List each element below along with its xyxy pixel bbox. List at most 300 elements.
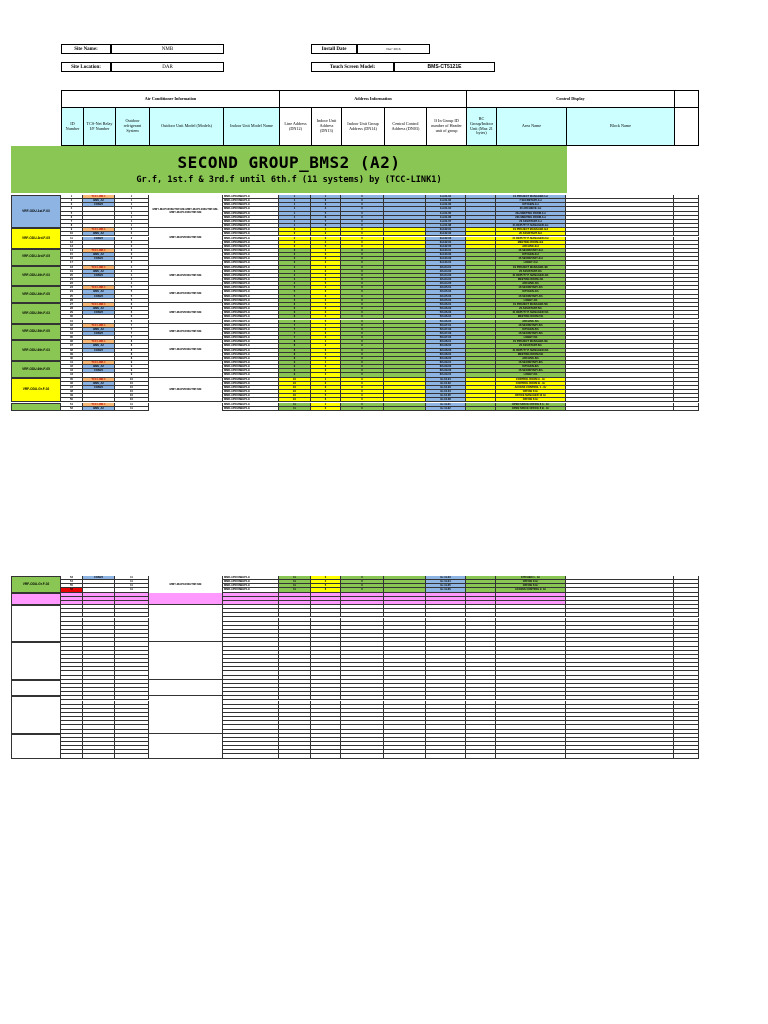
cell-area-name: 21 DEPUTY P. MANAGER-3rd bbox=[496, 237, 566, 241]
cell-id: 7 bbox=[61, 220, 83, 224]
cell-system: 2 bbox=[115, 228, 149, 232]
outdoor-group-label: VRF-ODU-4th.F-05 bbox=[11, 286, 61, 303]
cell-area-name: 20 ASSISTANT-4th bbox=[496, 270, 566, 274]
cell-group-address: 0 bbox=[341, 286, 384, 290]
cell-id: 47 bbox=[61, 386, 83, 390]
cell-id: 53 bbox=[61, 576, 83, 580]
cell-line-address: 1 bbox=[279, 224, 311, 228]
site-name-value: NMB bbox=[111, 44, 224, 54]
outdoor-group-label-lower: VRF-ODU-Gr.F-02 bbox=[11, 576, 61, 593]
cell-area-name: 20 ASSISTANT-1st bbox=[496, 220, 566, 224]
cell-header-unit: 6th-08-03 bbox=[426, 349, 466, 353]
cell-system: 4 bbox=[115, 270, 149, 274]
cell-indoor-address: 6 bbox=[311, 398, 341, 402]
cell-indoor-address: 3 bbox=[311, 274, 341, 278]
outdoor-group-label: VRF-ODU-3rd.F-05 bbox=[11, 228, 61, 249]
cell-indoor-address: 4 bbox=[311, 353, 341, 357]
install-date-label: Install Date bbox=[311, 44, 357, 54]
cell-area-name: 22b MEETING ROOM-1st bbox=[496, 216, 566, 220]
cell-system: 11 bbox=[115, 588, 149, 592]
cell-area-name: ARCHIVE-5th bbox=[496, 320, 566, 324]
outdoor-model: MMY-MAP1606HT8P-ME-MMY-MAP1406HT8P-ME-MMY-MAP1406HT8P-ME bbox=[149, 195, 223, 228]
cell-header-unit: 1st-01-06 bbox=[426, 216, 466, 220]
cell-group-address: 0 bbox=[341, 344, 384, 348]
cell-system: 1 bbox=[115, 203, 149, 207]
outdoor-group-label: VRF-ODU-1st.F-03 bbox=[11, 195, 61, 228]
cell-indoor-address: 3 bbox=[311, 576, 341, 580]
model-block-blank bbox=[149, 642, 223, 679]
cell-header-unit: Gr-11-06 bbox=[426, 588, 466, 592]
cell-group-address: 0 bbox=[341, 224, 384, 228]
cell-system: 3 bbox=[115, 261, 149, 265]
cell-system: 11 bbox=[115, 580, 149, 584]
cell-tcs: TCC LINK 1 bbox=[83, 324, 115, 328]
cell-indoor-model: MMD-AP0156BHP1-E bbox=[223, 369, 279, 373]
cell-id: 14 bbox=[61, 249, 83, 253]
outdoor-model: MMY-MAP1606HT8P-ME bbox=[149, 286, 223, 303]
cell-blank bbox=[674, 407, 699, 411]
cell-indoor-address: 3 bbox=[311, 295, 341, 299]
cell-id: 8 bbox=[61, 224, 83, 228]
cell-tcs: BMS_A2 bbox=[83, 253, 115, 257]
cell-tcs: CONV2 bbox=[83, 295, 115, 299]
cell-tcs: BMS_A2 bbox=[83, 232, 115, 236]
cell-line-address: 8 bbox=[279, 357, 311, 361]
cell-group-address: 0 bbox=[341, 353, 384, 357]
cell-id: 21 bbox=[61, 278, 83, 282]
cell-indoor-address: 2 bbox=[311, 199, 341, 203]
cell-group-address: 0 bbox=[341, 237, 384, 241]
cell-line-address: 1 bbox=[279, 195, 311, 199]
cell-id: 1 bbox=[61, 195, 83, 199]
cell-indoor-address: 3 bbox=[311, 386, 341, 390]
cell-indoor-model: MMD-AP0156BHP1-E bbox=[223, 220, 279, 224]
cell-indoor-address: 4 bbox=[311, 261, 341, 265]
cell-line-address: 1 bbox=[279, 207, 311, 211]
cell-area-name: ACCESS CONTROL 1 - Gr bbox=[496, 386, 566, 390]
cell-tcs: BMS_A2 bbox=[83, 307, 115, 311]
cell-id: 44 bbox=[61, 373, 83, 377]
cell-indoor-address: 1 bbox=[311, 403, 341, 407]
cell-system: 10 bbox=[115, 386, 149, 390]
cell-indoor-address: 4 bbox=[311, 299, 341, 303]
cell-header-unit: 1st-01-03 bbox=[426, 203, 466, 207]
cell-indoor-address: 1 bbox=[311, 228, 341, 232]
cell-system: 10 bbox=[115, 390, 149, 394]
cell-indoor-address: 3 bbox=[311, 349, 341, 353]
cell-indoor-model: MMD-AP0186BHP1-E bbox=[223, 224, 279, 228]
cell-id: 41 bbox=[61, 361, 83, 365]
cell-indoor-model: MMD-AP0186BHP1-E bbox=[223, 266, 279, 270]
cell-header-unit: 5th-07-04 bbox=[426, 336, 466, 340]
cell-header-unit: Gr-11-04 bbox=[426, 580, 466, 584]
cell-group-address: 0 bbox=[341, 403, 384, 407]
cell-group-address: 0 bbox=[341, 311, 384, 315]
cell-system: 5 bbox=[115, 299, 149, 303]
cell-system: 8 bbox=[115, 349, 149, 353]
cell-blank bbox=[341, 754, 384, 758]
cell-id: 16 bbox=[61, 257, 83, 261]
cell-indoor-model: MMD-AP0186BHP1-E bbox=[223, 237, 279, 241]
cell-area-name: 20 ASSISTANT-5th bbox=[496, 307, 566, 311]
cell-id: 10 bbox=[61, 232, 83, 236]
column-header-table bbox=[61, 90, 699, 146]
cell-header-unit: Gr-10-04 bbox=[426, 390, 466, 394]
cell-indoor-address: 5 bbox=[311, 245, 341, 249]
cell-indoor-address: 2 bbox=[311, 253, 341, 257]
cell-indoor-address: 3 bbox=[311, 332, 341, 336]
cell-header-unit: 6th-08-04 bbox=[426, 353, 466, 357]
cell-system: 9 bbox=[115, 361, 149, 365]
group-banner bbox=[11, 146, 567, 193]
cell-header-unit: 5th-06-05 bbox=[426, 320, 466, 324]
cell-tcs: TCC LINK 1 bbox=[83, 361, 115, 365]
cell-area-name: ARCHIVE-4th bbox=[496, 282, 566, 286]
cell-indoor-model: MMD-AP0156BHP1-E bbox=[223, 261, 279, 265]
cell-tcs: BMS_A2 bbox=[83, 365, 115, 369]
cell-system: 10 bbox=[115, 382, 149, 386]
cell-area-name: ARCHIVE-6th bbox=[496, 357, 566, 361]
cell-group-address: 0 bbox=[341, 324, 384, 328]
cell-area-name: 1S PROJECT MANAGER-3rd bbox=[496, 228, 566, 232]
cell-area-name: OFFICE 8 Gr bbox=[496, 390, 566, 394]
cell-indoor-address: 1 bbox=[311, 249, 341, 253]
cell-indoor-model: MMD-AP0186BHP1-E bbox=[223, 278, 279, 282]
cell-id: 20 bbox=[61, 274, 83, 278]
cell-area-name: 22a MEETING ROOM-1st bbox=[496, 212, 566, 216]
cell-indoor-address: 4 bbox=[311, 373, 341, 377]
cell-line-address: 11 bbox=[279, 584, 311, 588]
cell-id: 13 bbox=[61, 245, 83, 249]
cell-line-address: 10 bbox=[279, 394, 311, 398]
cell-system: 4 bbox=[115, 282, 149, 286]
cell-line-address: 5 bbox=[279, 290, 311, 294]
cell-area-name: KITCHEN-4th bbox=[496, 290, 566, 294]
cell-blank bbox=[61, 754, 83, 758]
cell-id: 37 bbox=[61, 344, 83, 348]
cell-tcs: BMS_A2 bbox=[83, 407, 115, 411]
cell-system: 10 bbox=[115, 378, 149, 382]
outdoor-model: MMY-MAP2006HT8P-ME bbox=[149, 378, 223, 403]
cell-indoor-model: MMD-AP0156BHP1-E bbox=[223, 257, 279, 261]
cell-id: 54 bbox=[61, 580, 83, 584]
cell-id: 24 bbox=[61, 290, 83, 294]
cell-id: 42 bbox=[61, 365, 83, 369]
cell-id: 32 bbox=[61, 324, 83, 328]
cell-indoor-address: 2 bbox=[311, 328, 341, 332]
cell-line-address: 10 bbox=[279, 390, 311, 394]
cell-group-address: 0 bbox=[341, 349, 384, 353]
header-id: ID Number bbox=[62, 108, 84, 146]
cell-area-name: KITCHEN-5th bbox=[496, 328, 566, 332]
cell-header-unit: 4th-04-01 bbox=[426, 266, 466, 270]
cell-group-address: 0 bbox=[341, 228, 384, 232]
cell-indoor-model: MMD-AP0186BHP1-E bbox=[223, 311, 279, 315]
cell-header-unit: 6th-09-03 bbox=[426, 369, 466, 373]
cell-area-name: MEETING ROOM-3rd bbox=[496, 241, 566, 245]
site-location-label: Site Location: bbox=[61, 62, 111, 72]
cell-tcs: BMS_A2 bbox=[83, 328, 115, 332]
model-block-blank bbox=[149, 696, 223, 733]
cell-area-name: OFFICE MANAGER 10 Gr bbox=[496, 394, 566, 398]
cell-header-unit: 3rd-02-02 bbox=[426, 232, 466, 236]
outdoor-model-cell bbox=[149, 403, 223, 411]
cell-indoor-address: 4 bbox=[311, 278, 341, 282]
cell-indoor-model: MMD-AP0156BHP1-E bbox=[223, 324, 279, 328]
cell-indoor-model: MMD-AP0186BHP1-E bbox=[223, 228, 279, 232]
cell-id: 51 bbox=[61, 403, 83, 407]
outdoor-group-label: VRF-ODU-3rd.F-05 bbox=[11, 249, 61, 266]
cell-id: 9 bbox=[61, 228, 83, 232]
cell-header-unit: 1st-01-05 bbox=[426, 212, 466, 216]
cell-indoor-address: 3 bbox=[311, 203, 341, 207]
cell-system: 2 bbox=[115, 237, 149, 241]
header-outdoor-model: Outdoor Unit Model (Models) bbox=[150, 108, 224, 146]
cell-system: 4 bbox=[115, 274, 149, 278]
cell-group-address: 0 bbox=[341, 212, 384, 216]
cell-header-unit: Gr-10-05 bbox=[426, 394, 466, 398]
cell-tcs: TCC LINK 1 bbox=[83, 303, 115, 307]
cell-group-address: 0 bbox=[341, 216, 384, 220]
cell-line-address: 5 bbox=[279, 299, 311, 303]
cell-line-address: 11 bbox=[279, 576, 311, 580]
cell-id: 5 bbox=[61, 212, 83, 216]
cell-indoor-address: 5 bbox=[311, 282, 341, 286]
header-indoor-model: Indoor Unit Model Name bbox=[224, 108, 280, 146]
cell-indoor-address: 1 bbox=[311, 266, 341, 270]
cell-area-name: KITCHEN-6th bbox=[496, 365, 566, 369]
cell-indoor-model: MMD-AP0156BHP1-E bbox=[223, 245, 279, 249]
cell-group-address: 0 bbox=[341, 584, 384, 588]
cell-header-unit: 3rd-03-01 bbox=[426, 249, 466, 253]
cell-line-address: 9 bbox=[279, 361, 311, 365]
cell-system: 11 bbox=[115, 576, 149, 580]
site-name-label: Site Name: bbox=[61, 44, 111, 54]
cell-line-address: 4 bbox=[279, 266, 311, 270]
cell-indoor-model: MMD-AP0156BHP1-E bbox=[223, 320, 279, 324]
cell-line-address: 1 bbox=[279, 212, 311, 216]
cell-indoor-model: MMD-AP0156BHP1-E bbox=[223, 203, 279, 207]
cell-header-unit: 3rd-03-03 bbox=[426, 257, 466, 261]
group-block-blank bbox=[11, 734, 61, 759]
cell-line-address: 4 bbox=[279, 270, 311, 274]
cell-tcs: BMS_A2 bbox=[83, 270, 115, 274]
cell-indoor-model: MMD-AP0186BHP1-E bbox=[223, 303, 279, 307]
cell-line-address: 6 bbox=[279, 303, 311, 307]
cell-id: 28 bbox=[61, 307, 83, 311]
touch-screen-label: Touch Screen Model: bbox=[311, 62, 394, 72]
cell-line-address: 3 bbox=[279, 253, 311, 257]
cell-line-address: 11 bbox=[279, 403, 311, 407]
cell-line-address: 9 bbox=[279, 369, 311, 373]
cell-header-unit: 5th-07-03 bbox=[426, 332, 466, 336]
cell-tcs: CONV2 bbox=[83, 237, 115, 241]
cell-indoor-model: MMD-AP0156BHP1-E bbox=[223, 232, 279, 236]
cell-id: 52 bbox=[61, 407, 83, 411]
cell-group-address: 0 bbox=[341, 303, 384, 307]
cell-indoor-model: MMD-AP0186BHP1-E bbox=[223, 407, 279, 411]
cell-header-unit: 4th-05-04 bbox=[426, 299, 466, 303]
cell-group-address: 0 bbox=[341, 295, 384, 299]
cell-indoor-address: 5 bbox=[311, 394, 341, 398]
cell-line-address: 11 bbox=[279, 407, 311, 411]
group-block-blank bbox=[11, 696, 61, 733]
cell-header-unit: 5th-06-03 bbox=[426, 311, 466, 315]
cell-id: 29 bbox=[61, 311, 83, 315]
cell-id: 46 bbox=[61, 382, 83, 386]
group-block-blank bbox=[11, 680, 61, 697]
cell-blank bbox=[566, 754, 674, 758]
cell-group-address: 0 bbox=[341, 253, 384, 257]
cell-area-name: OPEN SPACE OFFICE 8 A - Gr bbox=[496, 403, 566, 407]
cell-indoor-address: 1 bbox=[311, 324, 341, 328]
model-block-blank bbox=[149, 593, 223, 605]
cell-indoor-address: 1 bbox=[311, 286, 341, 290]
cell-id: 33 bbox=[61, 328, 83, 332]
cell-area-name: LOBBY-3rd bbox=[496, 261, 566, 265]
cell-tcs: CONV2 bbox=[83, 311, 115, 315]
cell-area-name: 1S SECRETARY-5th bbox=[496, 324, 566, 328]
cell-header-unit: 1st-01-02 bbox=[426, 199, 466, 203]
cell-system: 2 bbox=[115, 232, 149, 236]
cell-header-unit: 3rd-03-02 bbox=[426, 253, 466, 257]
cell-area-name: 1S SECRETARY-6th bbox=[496, 369, 566, 373]
install-date-value: Dec' 2016 bbox=[357, 44, 430, 54]
cell-system: 11 bbox=[115, 584, 149, 588]
cell-id: 49 bbox=[61, 394, 83, 398]
cell-indoor-address: 2 bbox=[311, 270, 341, 274]
cell-system: 10 bbox=[115, 394, 149, 398]
cell-tcs: TCC LINK 1 bbox=[83, 266, 115, 270]
cell-indoor-model: MMD-AP0156BHP1-E bbox=[223, 199, 279, 203]
cell-line-address: 9 bbox=[279, 365, 311, 369]
cell-indoor-model: MMD-AP0186BHP1-E bbox=[223, 195, 279, 199]
cell-system: 1 bbox=[115, 195, 149, 199]
cell-indoor-model: MMD-AP0156BHP1-E bbox=[223, 357, 279, 361]
cell-group-address: 0 bbox=[341, 257, 384, 261]
outdoor-model bbox=[149, 249, 223, 266]
cell-group-address: 0 bbox=[341, 207, 384, 211]
cell-id: 56 bbox=[61, 588, 83, 592]
cell-area-name: 7 SECRETARY-1st bbox=[496, 199, 566, 203]
cell-header-unit: 4th-05-01 bbox=[426, 286, 466, 290]
cell-indoor-model: MMD-AP0156BHP1-E bbox=[223, 286, 279, 290]
cell-system: 3 bbox=[115, 257, 149, 261]
cell-system: 3 bbox=[115, 249, 149, 253]
cell-header-unit: 1st-01-07 bbox=[426, 220, 466, 224]
cell-group-address: 0 bbox=[341, 588, 384, 592]
cell-group-address: 0 bbox=[341, 282, 384, 286]
cell-line-address: 10 bbox=[279, 382, 311, 386]
cell-area-name: OFFICE 8 Gr bbox=[496, 584, 566, 588]
cell-system: 1 bbox=[115, 216, 149, 220]
cell-area-name: LOBBY-4th bbox=[496, 299, 566, 303]
cell-header-unit: 5th-07-01 bbox=[426, 324, 466, 328]
cell-indoor-model: MMD-AP0156BHP1-E bbox=[223, 386, 279, 390]
cell-area-name: KITCHEN 1 - Gr bbox=[496, 576, 566, 580]
cell-indoor-model: MMD-AP0186BHP1-E bbox=[223, 212, 279, 216]
cell-indoor-model: MMD-AP0156BHP1-E bbox=[223, 270, 279, 274]
cell-area-name: 20 ASSISTANT-6th bbox=[496, 344, 566, 348]
cell-id: 31 bbox=[61, 320, 83, 324]
cell-indoor-address: 5 bbox=[311, 357, 341, 361]
cell-area-name: OFFICE 8 Gr bbox=[496, 580, 566, 584]
cell-tcs: BMS_A2 bbox=[83, 199, 115, 203]
cell-indoor-model: MMD-AP0186BHP1-E bbox=[223, 216, 279, 220]
cell-indoor-model: MMD-AP0156BHP1-E bbox=[223, 336, 279, 340]
cell-system: 8 bbox=[115, 357, 149, 361]
cell-indoor-model: MMD-AP0156BHP1-E bbox=[223, 328, 279, 332]
cell-tcs: TCC LINK 1 bbox=[83, 286, 115, 290]
cell-header-unit: 4th-05-02 bbox=[426, 290, 466, 294]
cell-line-address: 7 bbox=[279, 332, 311, 336]
cell-group-address: 0 bbox=[341, 576, 384, 580]
cell-indoor-address: 4 bbox=[311, 336, 341, 340]
header-block-name: Block Name bbox=[567, 108, 675, 146]
cell-indoor-address: 2 bbox=[311, 382, 341, 386]
cell-area-name: ACCESS CONTROL 2- Gr bbox=[496, 588, 566, 592]
cell-system: 2 bbox=[115, 245, 149, 249]
outdoor-model: MMY-MAP1606HT8P-ME bbox=[149, 324, 223, 341]
cell-indoor-model: MMD-AP0186BHP1-E bbox=[223, 382, 279, 386]
cell-group-address: 0 bbox=[341, 307, 384, 311]
cell-area-name: OFFICE 8 Gr bbox=[496, 398, 566, 402]
cell-line-address: 2 bbox=[279, 245, 311, 249]
cell-indoor-model: MMD-AP0186BHP1-E bbox=[223, 340, 279, 344]
cell-id: 6 bbox=[61, 216, 83, 220]
cell-indoor-model: MMD-AP0156BHP1-E bbox=[223, 588, 279, 592]
cell-header-unit: 6th-09-01 bbox=[426, 361, 466, 365]
cell-id: 35 bbox=[61, 336, 83, 340]
cell-indoor-model: MMD-AP0156BHP1-E bbox=[223, 576, 279, 580]
cell-line-address: 3 bbox=[279, 249, 311, 253]
cell-indoor-model: MMD-AP0156BHP1-E bbox=[223, 207, 279, 211]
cell-indoor-model: MMD-AP0186BHP1-E bbox=[223, 349, 279, 353]
cell-id: 4 bbox=[61, 207, 83, 211]
cell-indoor-model: MMD-AP0186BHP1-E bbox=[223, 315, 279, 319]
cell-indoor-address: 4 bbox=[311, 390, 341, 394]
cell-system: 11 bbox=[115, 403, 149, 407]
cell-header-unit: 6th-08-05 bbox=[426, 357, 466, 361]
cell-line-address: 3 bbox=[279, 261, 311, 265]
cell-indoor-model: MMD-AP0156BHP1-E bbox=[223, 580, 279, 584]
cell-line-address: 6 bbox=[279, 315, 311, 319]
cell-group-address: 0 bbox=[341, 261, 384, 265]
cell-header-unit: Gr-11-01 bbox=[426, 403, 466, 407]
cell-indoor-model: MMD-AP0156BHP1-E bbox=[223, 307, 279, 311]
cell-tcs: CONV2 bbox=[83, 332, 115, 336]
cell-tcs: TCC LINK 1 bbox=[83, 195, 115, 199]
cell-system: 3 bbox=[115, 253, 149, 257]
cell-id: 27 bbox=[61, 303, 83, 307]
cell-header-unit: 6th-09-02 bbox=[426, 365, 466, 369]
cell-group-address: 0 bbox=[341, 369, 384, 373]
cell-header-unit: 3rd-03-04 bbox=[426, 261, 466, 265]
cell-group-address: 0 bbox=[341, 407, 384, 411]
outdoor-group-label: VRF-ODU-6th.F-05 bbox=[11, 361, 61, 378]
cell-indoor-model: MMD-AP0156BHP1-E bbox=[223, 344, 279, 348]
cell-tcs: CONV2 bbox=[83, 274, 115, 278]
cell-header-unit: 4th-04-04 bbox=[426, 278, 466, 282]
cell-id: 11 bbox=[61, 237, 83, 241]
cell-area-name: MEETING ROOM-6th bbox=[496, 353, 566, 357]
model-block-blank bbox=[149, 680, 223, 697]
cell-line-address: 8 bbox=[279, 344, 311, 348]
cell-group-address: 0 bbox=[341, 299, 384, 303]
cell-line-address: 4 bbox=[279, 278, 311, 282]
cell-blank bbox=[566, 407, 674, 411]
header-area-name: Area Name bbox=[497, 108, 567, 146]
